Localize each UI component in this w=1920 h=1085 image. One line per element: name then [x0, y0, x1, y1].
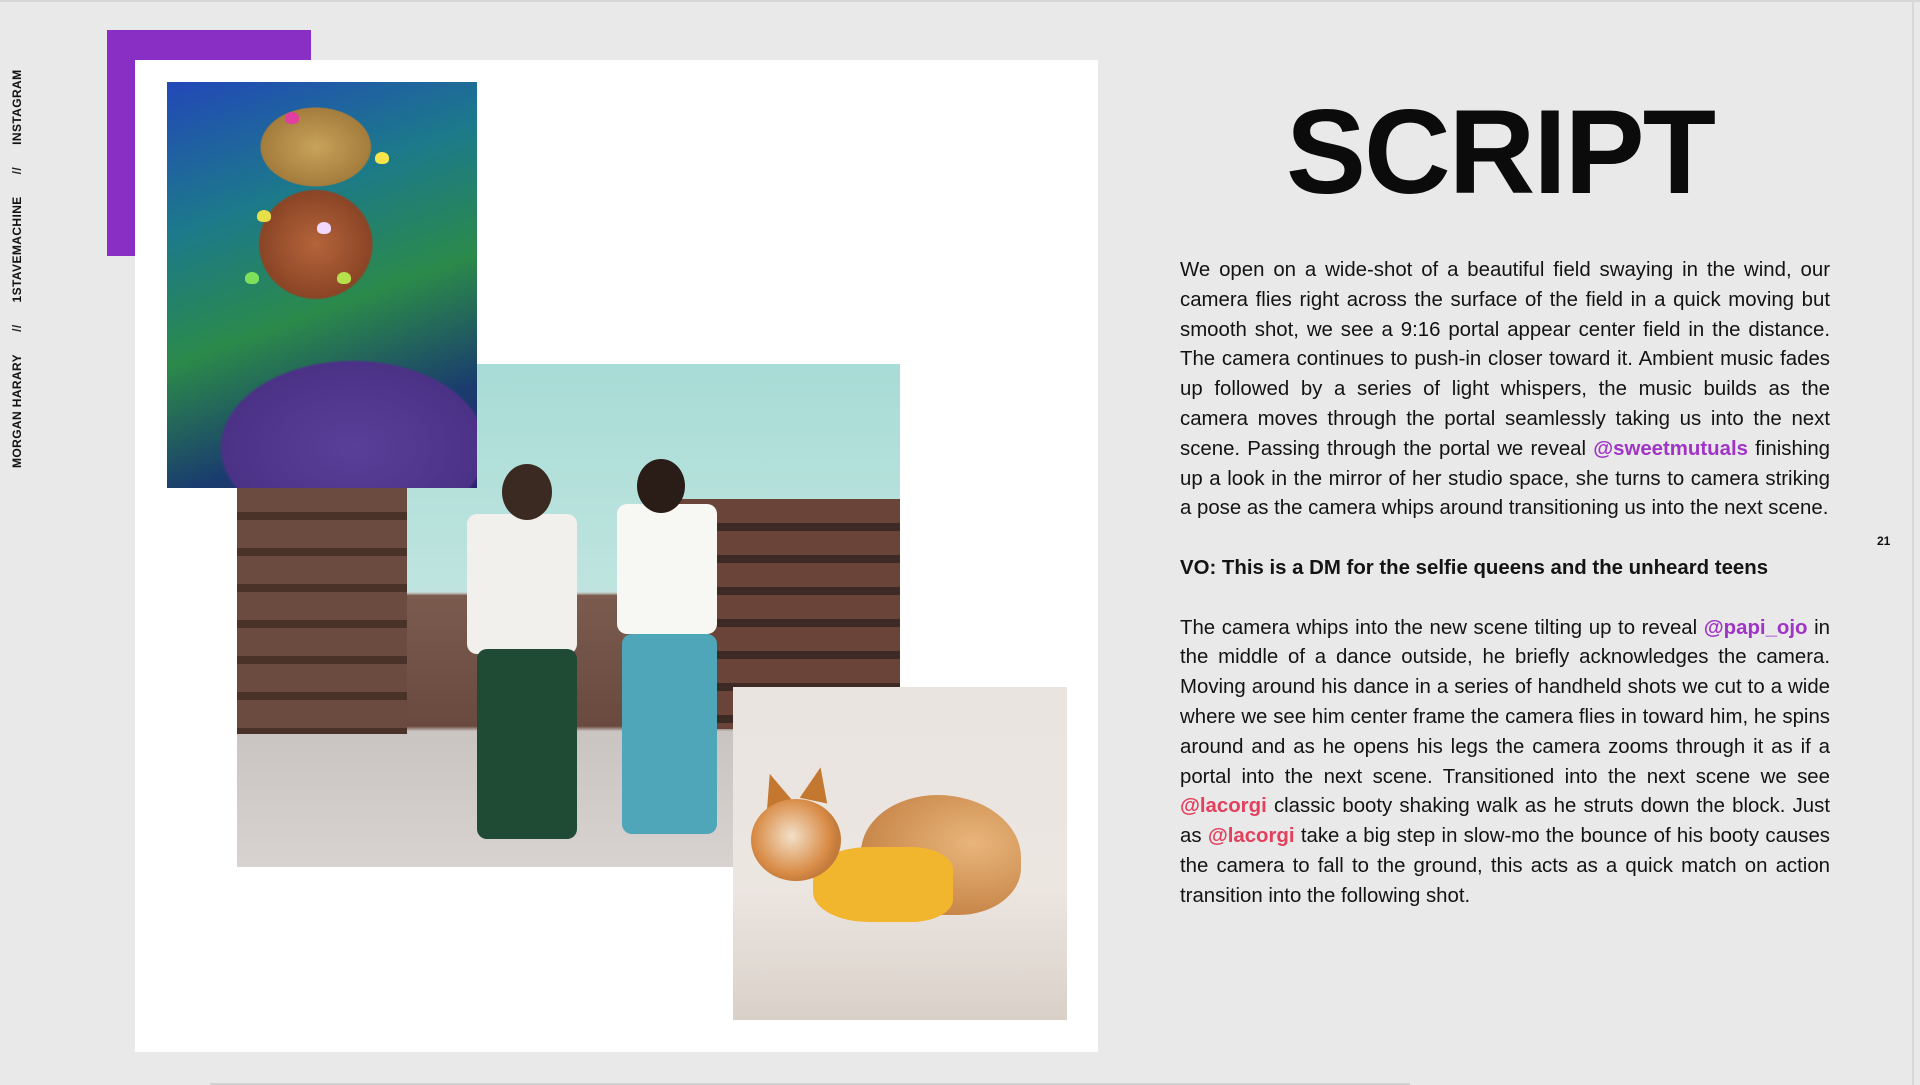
mention-papi-ojo[interactable]: @papi_ojo	[1703, 616, 1808, 639]
dancer-left-head	[502, 464, 552, 520]
mention-sweetmutuals[interactable]: @sweetmutuals	[1593, 437, 1748, 460]
butterfly-decoration	[317, 222, 331, 234]
script-text	[1180, 256, 1830, 912]
butterfly-decoration	[337, 272, 351, 284]
mention-lacorgi[interactable]: @lacorgi	[1207, 825, 1295, 848]
dancer-right-pants	[622, 634, 717, 834]
corgi-ear	[800, 764, 834, 803]
credit-separator: //	[10, 166, 24, 175]
butterfly-decoration	[375, 152, 389, 164]
page-number: 21	[1877, 534, 1891, 548]
mention-lacorgi[interactable]: @lacorgi	[1180, 795, 1267, 818]
side-credits	[10, 69, 30, 918]
building-left	[237, 484, 407, 734]
page-title: SCRIPT	[1285, 85, 1715, 219]
credit-platform: INSTAGRAM	[10, 69, 24, 145]
butterfly-decoration	[285, 112, 299, 124]
dancer-left-shirt	[467, 514, 577, 654]
dancer-left-pants	[477, 649, 577, 839]
page-top-border	[0, 0, 1920, 2]
dancer-right-shirt	[617, 504, 717, 634]
script-paragraph-1: We open on a wide-shot of a beautiful field swaying in the wind, our camera flies right across the surface of the field in a quick moving but smooth shot, we see a 9:16 portal appear center field in the distance. The camera continues to push-in closer toward it. Ambient music fades up followed by a series of light whispers, the music builds as the camera moves through the portal seamlessly taking us into the next scene. Passing through the portal we reveal @sweetmutuals finishing up a look in the mirror of her studio space, she turns to camera striking a pose as the camera whips around transitioning us into the next scene.	[1180, 259, 1830, 520]
butterfly-decoration	[257, 210, 271, 222]
credit-director: MORGAN HARARY	[10, 353, 24, 468]
corgi-head	[751, 799, 841, 881]
paragraph-spacer	[1180, 584, 1830, 614]
dancer-right-head	[637, 459, 685, 513]
butterfly-decoration	[245, 272, 259, 284]
script-paragraph-2: The camera whips into the new scene tilting up to reveal @papi_ojo in the middle of a dance outside, he briefly acknowledges the camera. Moving around his dance in a series of handheld shots we cut to a wide where we see him center frame the camera flies in toward him, he spins around and as he opens his legs the camera zooms through it as if a portal into the next scene. Transitioned into the next scene we see @lacorgi classic booty shaking walk as he struts down the block. Just as @lacorgi take a big step in slow-mo the bounce of his booty causes the camera to fall to the ground, this acts as a quick match on action transition into the following shot.	[1180, 616, 1830, 907]
portrait-photo	[167, 82, 477, 488]
credit-company: 1STAVEMACHINE	[10, 196, 24, 303]
credit-separator: //	[10, 324, 24, 332]
voiceover-line: VO: This is a DM for the selfie queens and the unheard teens	[1180, 556, 1769, 579]
corgi-photo	[733, 687, 1067, 1020]
paragraph-spacer	[1180, 524, 1830, 554]
